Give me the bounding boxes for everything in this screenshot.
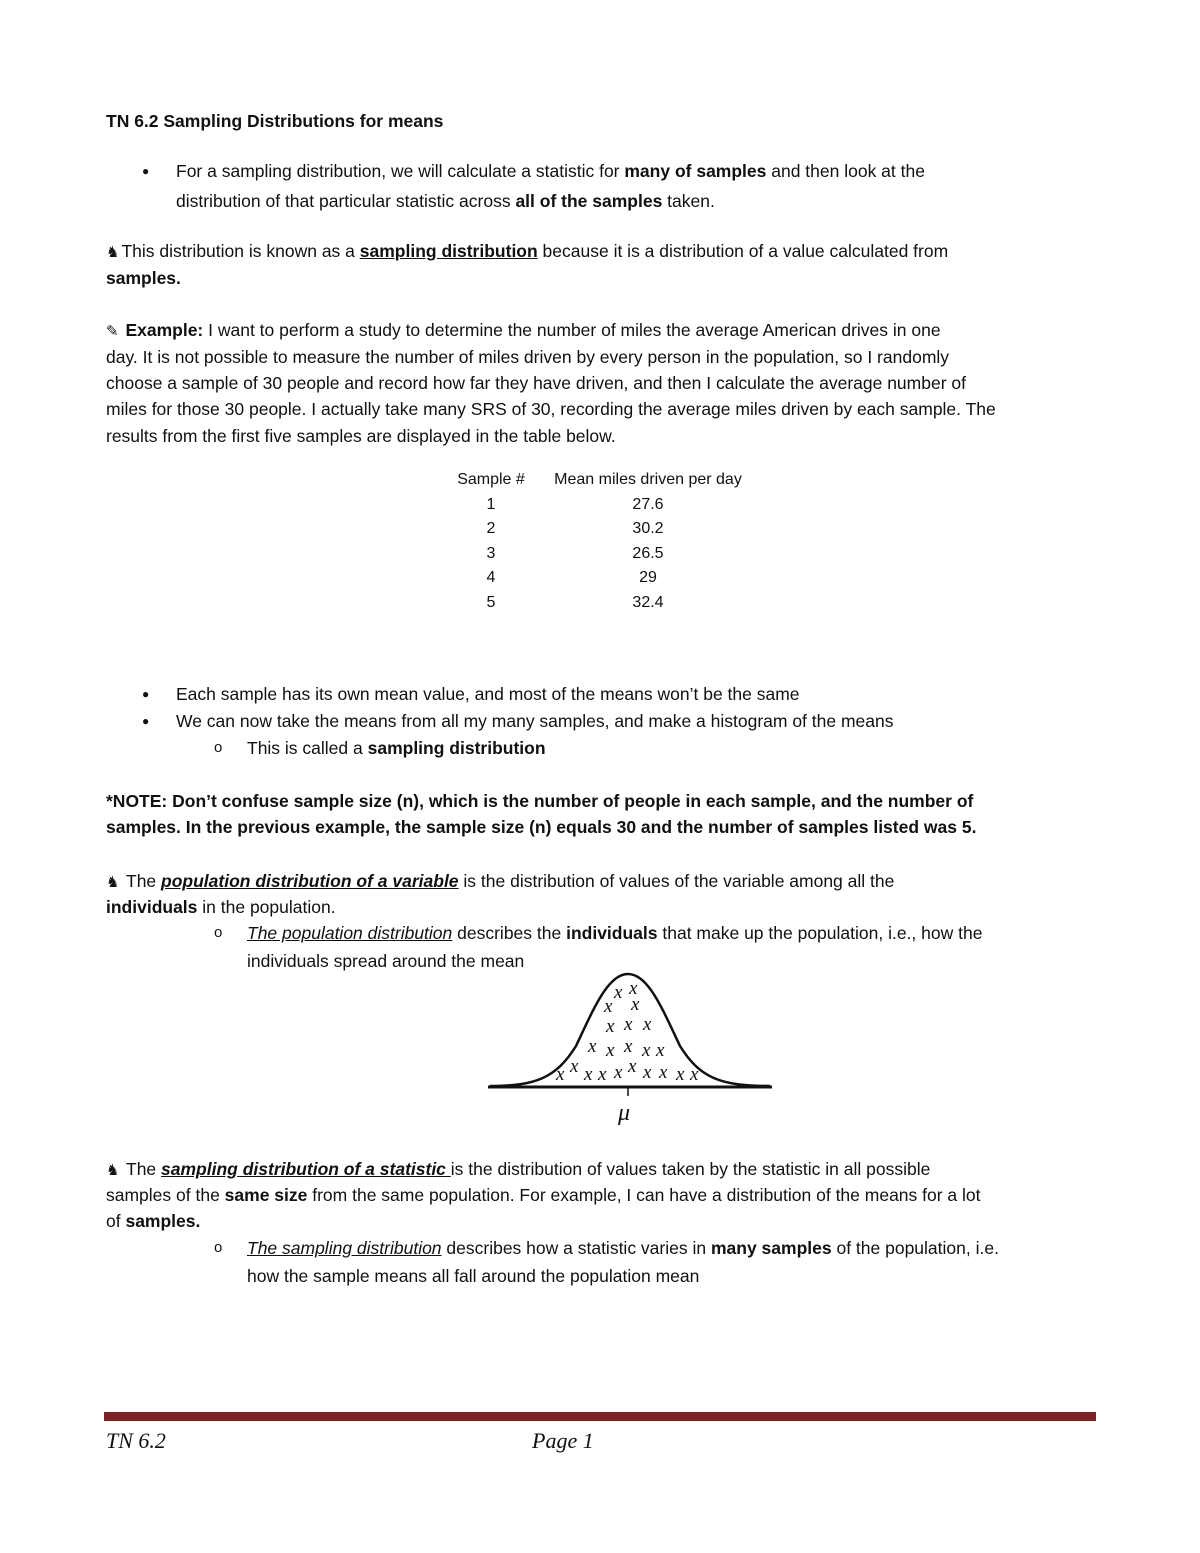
people-icon: ♞ (106, 1162, 120, 1179)
sampling-def-line-1: ♞ This distribution is known as a sampling distribution because it is a distribution of a value calculated from (106, 241, 949, 261)
page-title: TN 6.2 Sampling Distributions for means (106, 111, 444, 131)
table-cell: 29 (639, 569, 657, 587)
table-cell: 1 (486, 495, 496, 513)
bell-curve-figure (486, 968, 776, 1128)
x-mark: x (614, 1062, 623, 1083)
intro-bullet-line-1: For a sampling distribution, we will calculate a statistic for many of samples and then look at the (176, 161, 925, 181)
table-row (445, 493, 759, 518)
example-line-2: day. It is not possible to measure the number of miles driven by every person in the population, so I randomly (106, 347, 950, 367)
people-icon: ♞ (106, 874, 120, 891)
x-marks (555, 978, 699, 1085)
example-line-3: choose a sample of 30 people and record how far they have driven, and then I calculate the average number of (106, 373, 966, 393)
table-header-mean: Mean miles driven per day (554, 471, 742, 488)
example-line-5: results from the first five samples are displayed in the table below. (106, 426, 616, 446)
table-row (445, 591, 759, 616)
example-line-1: ✎ Example: I want to perform a study to determine the number of miles the average American drives in one (106, 320, 941, 340)
x-mark: x (690, 1064, 699, 1085)
sampling-line-1: ♞ The sampling distribution of a statistic is the distribution of values taken by the statistic in all possible (106, 1159, 931, 1179)
sub-bullet-marker: o (214, 739, 223, 756)
example-line-4: miles for those 30 people. I actually take many SRS of 30, recording the average miles driven by each sample. The (106, 399, 996, 419)
sub-bullet-marker: o (214, 1239, 223, 1256)
table-cell: 5 (486, 593, 496, 611)
table-cell: 4 (486, 569, 496, 587)
x-mark: x (676, 1064, 685, 1085)
x-mark: x (643, 1014, 652, 1035)
bullet-dot: ● (142, 164, 150, 178)
table-row (445, 566, 759, 591)
table-header-row (445, 468, 759, 493)
note-line-1: *NOTE: Don’t confuse sample size (n), which is the number of people in each sample, and the number of (106, 791, 974, 811)
x-mark: x (642, 1040, 651, 1061)
intro-bullet-line-2: distribution of that particular statistic across all of the samples taken. (176, 191, 715, 211)
sampling-sub-line-1: The sampling distribution describes how a statistic varies in many samples of the population, i.e. (247, 1238, 999, 1258)
x-mark: x (631, 994, 640, 1015)
sampling-line-3: of samples. (106, 1211, 201, 1231)
sampling-line-2: samples of the same size from the same population. For example, I can have a distribution of the means for a lot (106, 1185, 981, 1205)
x-mark: x (614, 982, 623, 1003)
footer-left: TN 6.2 (106, 1428, 166, 1453)
x-mark: x (584, 1064, 593, 1085)
table-row (445, 517, 759, 542)
x-mark: x (656, 1040, 665, 1061)
x-mark: x (659, 1062, 668, 1083)
x-mark: x (629, 978, 638, 999)
table-header-sample: Sample # (457, 471, 525, 488)
x-mark: x (598, 1064, 607, 1085)
mean-label: μ (618, 1100, 631, 1126)
x-mark: x (624, 1036, 633, 1057)
bullet-dot: ● (142, 714, 150, 728)
population-line-1: ♞ The population distribution of a variable is the distribution of values of the variable among all the (106, 871, 895, 891)
table-cell: 3 (486, 544, 496, 562)
table-cell: 26.5 (632, 544, 664, 562)
point-sub: This is called a sampling distribution (247, 738, 546, 758)
population-line-2: individuals in the population. (106, 897, 336, 917)
table-cell: 32.4 (632, 593, 664, 611)
footer-rule (104, 1412, 1096, 1421)
writing-icon: ✎ (106, 323, 119, 340)
x-mark: x (570, 1056, 579, 1077)
table-cell: 2 (486, 520, 496, 538)
x-mark: x (606, 1040, 615, 1061)
samples-table (445, 468, 759, 616)
note-line-2: samples. In the previous example, the sample size (n) equals 30 and the number of samples listed was 5. (106, 817, 977, 837)
table-cell: 30.2 (632, 520, 664, 538)
x-mark: x (604, 996, 613, 1017)
x-mark: x (556, 1064, 565, 1085)
footer-page-number: Page 1 (532, 1428, 594, 1453)
population-sub-line-2: individuals spread around the mean (247, 951, 525, 971)
point-2: We can now take the means from all my many samples, and make a histogram of the means (176, 711, 894, 731)
table-row (445, 542, 759, 567)
point-1: Each sample has its own mean value, and most of the means won’t be the same (176, 684, 800, 704)
population-sub-line-1: The population distribution describes the individuals that make up the population, i.e., how the (247, 923, 983, 943)
x-mark: x (606, 1016, 615, 1037)
x-mark: x (628, 1056, 637, 1077)
bullet-dot: ● (142, 687, 150, 701)
x-mark: x (588, 1036, 597, 1057)
sampling-sub-line-2: how the sample means all fall around the population mean (247, 1266, 700, 1286)
table-cell: 27.6 (632, 495, 664, 513)
people-icon: ♞ (106, 244, 120, 261)
sub-bullet-marker: o (214, 924, 223, 941)
x-mark: x (624, 1014, 633, 1035)
sampling-def-line-2: samples. (106, 268, 181, 288)
x-mark: x (643, 1062, 652, 1083)
